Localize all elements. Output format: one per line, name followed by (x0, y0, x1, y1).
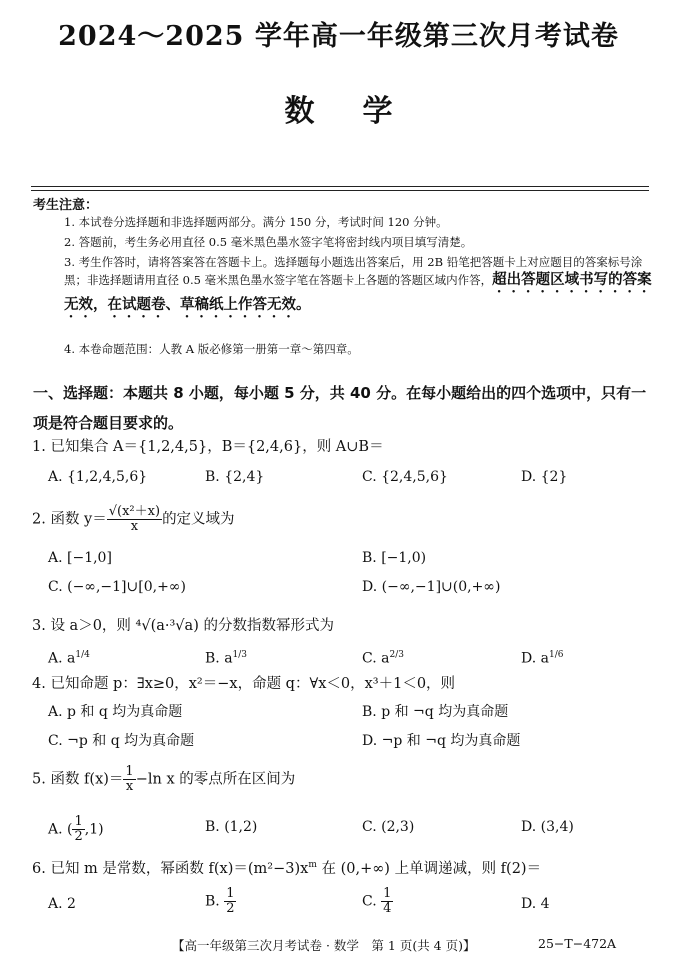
q4-option-c: C. ¬p 和 q 均为真命题 (48, 733, 195, 749)
q1-option-a: A. {1,2,4,5,6} (48, 469, 148, 485)
q3-option-c-exp: 2/3 (389, 650, 404, 660)
q3-option-c-text: C. a (362, 650, 390, 667)
notice-item-1: 1. 本试卷分选择题和非选择题两部分。满分 150 分，考试时间 120 分钟。 (64, 215, 448, 229)
q2-option-b: B. [−1,0) (362, 550, 427, 566)
q5-option-a-fraction (72, 815, 84, 844)
q2-stem-pre: 2. 函数 y＝ (32, 511, 107, 528)
notice-item-4: 4. 本卷命题范围：人教 A 版必修第一册第一章～第四章。 (64, 342, 359, 356)
q5-denominator: x (125, 779, 134, 794)
q6-option-a: A. 2 (48, 896, 76, 912)
notice-item-2: 2. 答题前，考生务必用直径 0.5 毫米黑色墨水签字笔将密封线内项目填写清楚。 (64, 235, 473, 249)
notice-heading: 考生注意： (33, 198, 99, 213)
section-heading: 一、选择题：本题共 8 小题，每小题 5 分，共 40 分。在每小题给出的四个选项中，只有一项是符合题目要求的。 (33, 384, 647, 432)
q2-stem-post: 的定义域为 (162, 511, 235, 528)
q5-option-a-den: 2 (74, 829, 83, 844)
q6-option-c-pre: C. (362, 893, 382, 910)
paper-code: 25−T−472A (538, 936, 617, 951)
q5-option-a-pre: A. ( (48, 821, 73, 838)
question-6-stem (32, 855, 657, 879)
q5-option-a-post: ,1) (84, 821, 104, 838)
q6-option-c-den: 4 (383, 901, 392, 916)
q4-option-b: B. p 和 ¬q 均为真命题 (362, 704, 509, 720)
q2-option-d: D. (−∞,−1]∪(0,+∞) (362, 579, 501, 595)
q6-stem-exp: m (308, 860, 317, 870)
q3-option-a (48, 645, 90, 669)
notice-item-3-text: 3. 考生作答时，请将答案答在答题卡上。选择题每小题选出答案后，用 2B 铅笔把答题卡上对应题目的答案标号涂黑；非选择题请用直径 0.5 毫米黑色墨水签字笔在答题卡上各题的答题区域内作答， (64, 255, 643, 287)
q3-option-d-exp: 1/6 (548, 650, 564, 660)
q6-option-b (205, 887, 236, 916)
question-3-stem: 3. 设 a＞0，则 ⁴√(a·³√a) 的分数指数幂形式为 (32, 618, 334, 634)
q6-option-b-den: 2 (226, 901, 235, 916)
q5-option-c: C. (2,3) (362, 819, 415, 835)
question-4-stem: 4. 已知命题 p：∃x≥0，x²＝−x，命题 q：∀x＜0，x³＋1＜0，则 (32, 676, 456, 692)
q6-stem-text: 6. 已知 m 是常数，幂函数 f(x)＝(m²−3)x (32, 860, 309, 877)
q6-option-c (362, 887, 393, 916)
q2-numerator: √(x²＋x) (108, 504, 161, 519)
q5-option-d: D. (3,4) (521, 819, 574, 835)
question-1-stem: 1. 已知集合 A＝{1,2,4,5}，B＝{2,4,6}，则 A∪B＝ (32, 439, 384, 455)
subject-title: 数学 (284, 94, 441, 129)
divider (31, 190, 649, 191)
q2-option-c: C. (−∞,−1]∪[0,+∞) (48, 579, 186, 595)
q3-option-c (362, 645, 404, 669)
q5-option-b: B. (1,2) (205, 819, 258, 835)
divider (31, 186, 649, 187)
q3-option-d-text: D. a (521, 650, 549, 667)
q6-stem-post: 在 (0,+∞) 上单调递减，则 f(2)＝ (316, 860, 542, 877)
q3-option-d (521, 645, 563, 669)
q5-fraction (123, 765, 135, 794)
q3-option-a-exp: 1/4 (75, 650, 90, 660)
notice-item-3-emphasis: 超出答题区域书写的答案无效，在试题卷、草稿纸上作答无效。 (64, 272, 652, 313)
q2-option-a: A. [−1,0] (48, 550, 112, 566)
q2-fraction (107, 505, 162, 534)
q5-stem-post: −ln x 的零点所在区间为 (135, 771, 296, 788)
q1-option-b: B. {2,4} (205, 469, 265, 485)
q6-option-c-fraction (381, 887, 393, 916)
q6-option-b-fraction (224, 887, 236, 916)
q6-option-b-pre: B. (205, 893, 225, 910)
q5-option-a (48, 815, 104, 844)
q6-option-d: D. 4 (521, 896, 550, 912)
question-2-stem (32, 505, 657, 534)
q3-option-b-exp: 1/3 (232, 650, 248, 660)
page-footer: 【高一年级第三次月考试卷 · 数学 第 1 页(共 4 页)】 (172, 938, 476, 953)
q4-option-d: D. ¬p 和 ¬q 均为真命题 (362, 733, 521, 749)
q3-option-a-text: A. a (48, 650, 76, 667)
q4-option-a: A. p 和 q 均为真命题 (48, 704, 183, 720)
exam-title: 2024～2025 学年高一年级第三次月考试卷 (58, 21, 619, 52)
q1-option-c: C. {2,4,5,6} (362, 469, 448, 485)
notice-item-3 (64, 253, 654, 321)
q6-option-c-num: 1 (383, 886, 392, 901)
question-5-stem (32, 765, 657, 794)
q5-option-a-num: 1 (74, 814, 83, 829)
q1-option-d: D. {2} (521, 469, 568, 485)
q2-denominator: x (130, 519, 139, 534)
q5-numerator: 1 (125, 764, 134, 779)
q5-stem-pre: 5. 函数 f(x)＝ (32, 771, 124, 788)
q3-option-b-text: B. a (205, 650, 233, 667)
q3-option-b (205, 645, 247, 669)
q6-option-b-num: 1 (226, 886, 235, 901)
